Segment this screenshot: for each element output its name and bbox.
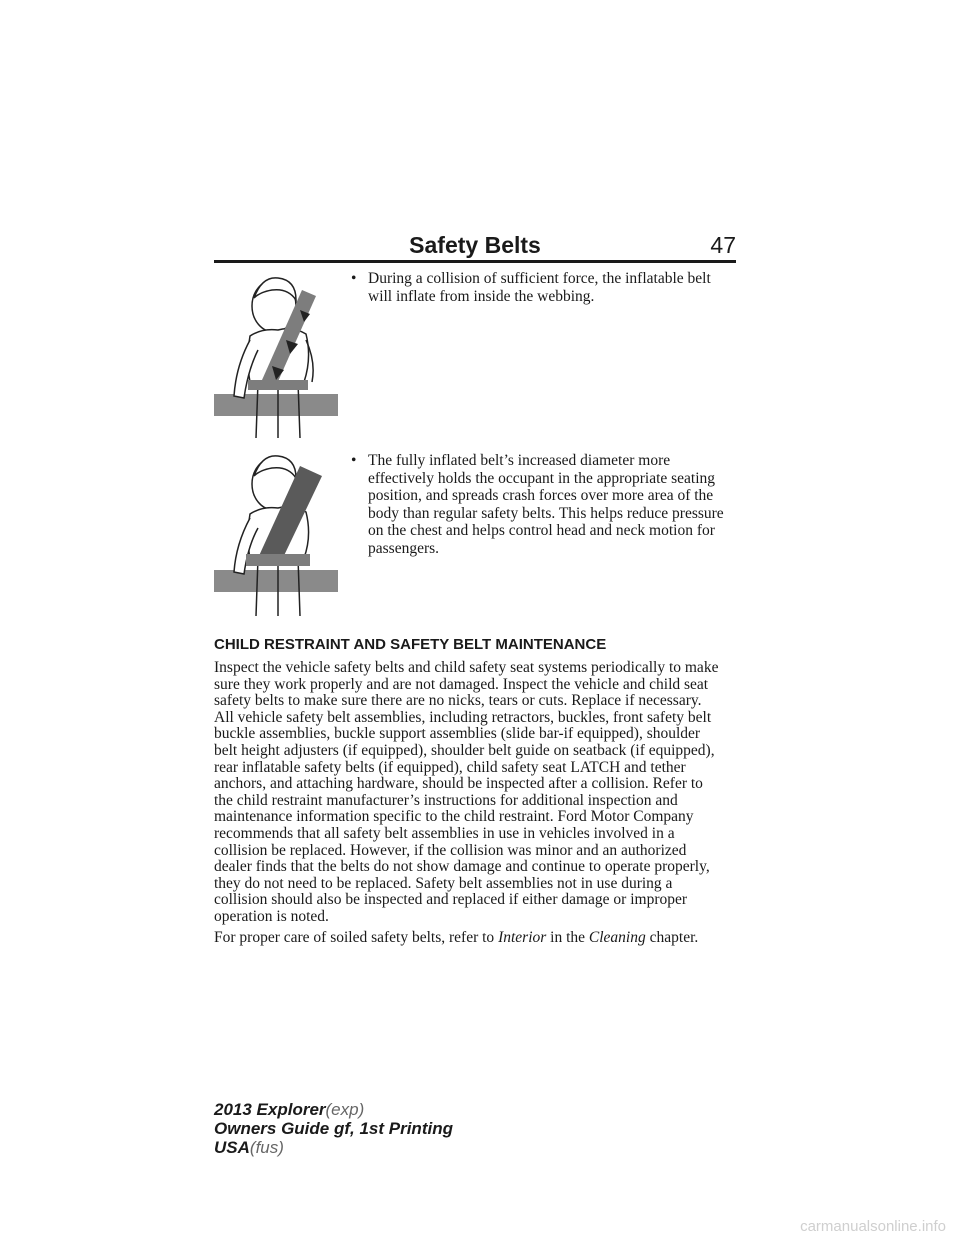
header-divider (214, 260, 736, 263)
child-inflating-belt-illustration (212, 270, 340, 440)
bullet-item (351, 270, 731, 305)
footer-line-model: 2013 Explorer(exp) (214, 1100, 365, 1119)
watermark: carmanualsonline.info (800, 1218, 946, 1235)
footer-line-market: USA(fus) (214, 1138, 284, 1157)
interior-reference: Interior (498, 929, 547, 946)
section-heading: CHILD RESTRAINT AND SAFETY BELT MAINTENANCE (214, 636, 607, 653)
bullet-item (351, 452, 731, 557)
page-title: Safety Belts (409, 232, 541, 258)
bullet-marker: • (351, 452, 357, 469)
maintenance-paragraph: Inspect the vehicle safety belts and child safety seat systems periodically to make sure they work properly and are not damaged. Inspect the vehicle and child seat safety belts to make sure there are no nicks, tears or cuts. Replace if necessary. All vehicle safety belt assemblies, including retractors, buckles, front safety belt buckle assemblies, buckle support assemblies (slide bar-if equipped), shoulder belt height adjusters (if equipped), shoulder belt guide on seatback (if equipped), rear inflatable safety belts (if equipped), child safety seat LATCH and tether anchors, and attaching hardware, should be inspected after a collision. Refer to the child restraint manufacturer’s instructions for additional inspection and maintenance information specific to the child restraint. Ford Motor Company recommends that all safety belt assemblies in use in vehicles involved in a collision be replaced. However, if the collision was minor and an authorized dealer finds that the belts do not show damage and continue to operate properly, they do not need to be replaced. Safety belt assemblies not in use during a collision should also be inspected and replaced if either damage or improper operation is noted. (214, 659, 719, 925)
care-middle: in the (546, 929, 589, 946)
care-prefix: For proper care of soiled safety belts, refer to (214, 929, 499, 946)
bullet-text: During a collision of sufficient force, the inflatable belt will inflate from inside the webbing. (368, 270, 711, 305)
bullet-marker: • (351, 270, 357, 287)
page-number: 47 (710, 232, 736, 258)
footer-line-guide: Owners Guide gf, 1st Printing (214, 1119, 453, 1138)
print-footer (214, 1100, 453, 1157)
care-paragraph (214, 929, 724, 947)
page-header (214, 230, 736, 264)
care-suffix: chapter. (645, 929, 699, 946)
bullet-text: The fully inflated belt’s increased diameter more effectively holds the occupant in the appropriate seating position, and spreads crash forces over more area of the body than regular safety belts. This helps reduce pressure on the chest and helps control head and neck motion for passengers. (368, 452, 724, 557)
cleaning-reference: Cleaning (588, 929, 646, 946)
child-inflated-belt-illustration (212, 440, 340, 618)
